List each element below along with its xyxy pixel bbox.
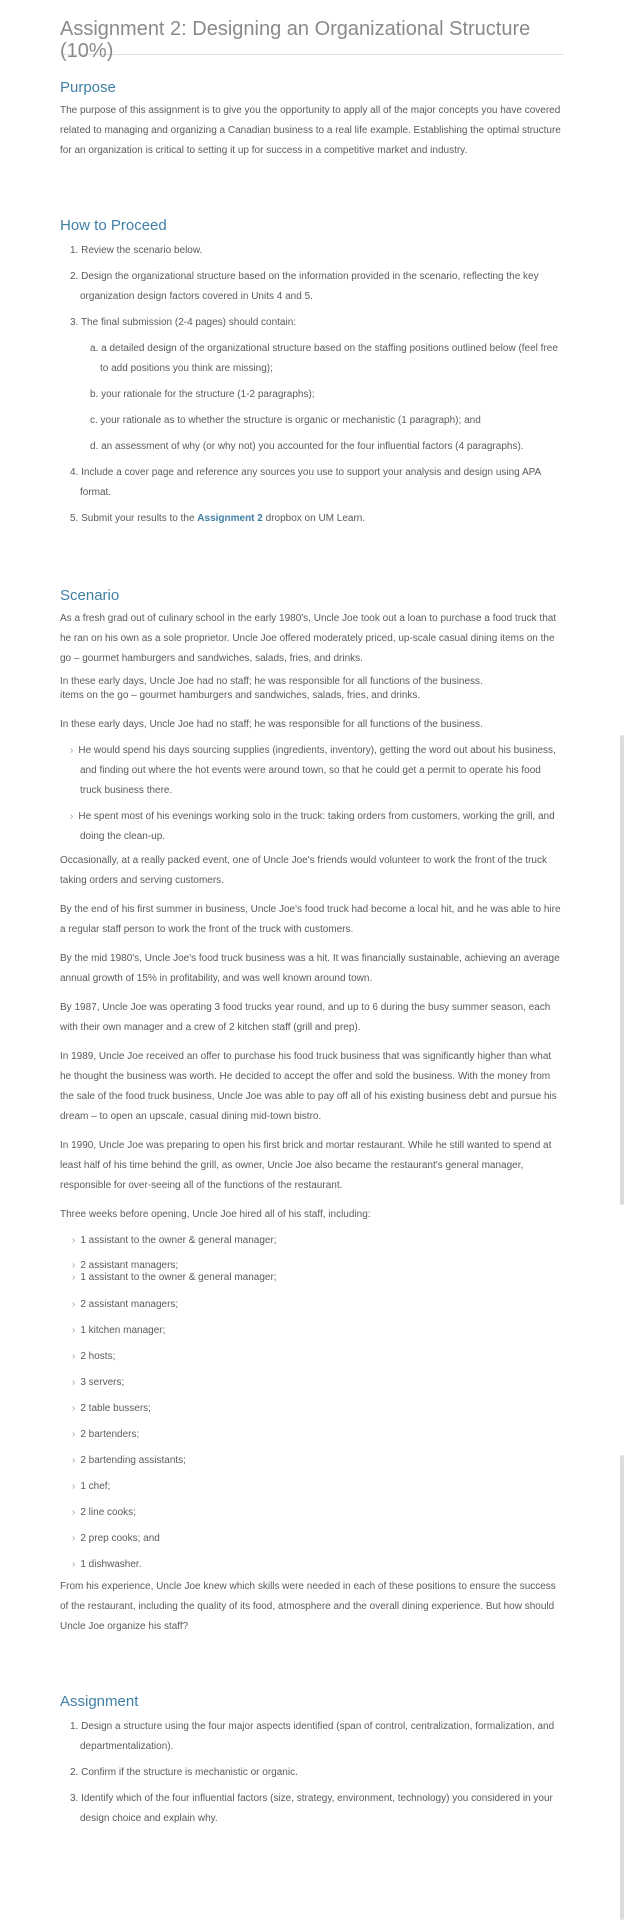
staff-item: › 3 servers; xyxy=(72,1377,125,1388)
assignment-2-dropbox-link[interactable]: Assignment 2 xyxy=(197,513,263,524)
assignment-item: 2. Confirm if the structure is mechanistic or organic. xyxy=(70,1767,298,1778)
scenario-paragraph: items on the go – gourmet hamburgers and sandwiches, salads, fries, and drinks. xyxy=(60,690,421,701)
staff-item: › 1 kitchen manager; xyxy=(72,1325,166,1336)
scenario-paragraph: By the end of his first summer in business, Uncle Joe's food truck had become a local hit, and he was able to hire a regular staff person to work the front of the truck with customers. xyxy=(60,904,561,935)
title-divider xyxy=(60,54,564,55)
chevron-right-icon: › xyxy=(72,1377,76,1388)
scenario-paragraph: From his experience, Uncle Joe knew which skills were needed in each of these positions to ensure the success of the restaurant, including the quality of its food, atmosphere and the overall dining experience. But how should Uncle Joe organize his staff? xyxy=(60,1581,556,1632)
purpose-section xyxy=(60,79,564,161)
staff-item: › 2 bartenders; xyxy=(72,1429,140,1440)
assignment-item: 3. Identify which of the four influential factors (size, strategy, environment, technology) you considered in your design choice and explain why. xyxy=(70,1793,553,1824)
scenario-bullets xyxy=(60,741,564,847)
staff-item: › 1 dishwasher. xyxy=(72,1559,142,1570)
staff-item: › 2 line cooks; xyxy=(72,1507,136,1518)
proceed-substep: d. an assessment of why (or why not) you accounted for the four influential factors (4 paragraphs). xyxy=(90,441,524,452)
submit-text-pre: 5. Submit your results to the xyxy=(70,513,198,524)
how-to-proceed-section xyxy=(60,217,564,529)
staff-item: › 1 assistant to the owner & general manager; xyxy=(72,1272,277,1283)
scenario-heading: Scenario xyxy=(60,587,120,604)
scenario-bullet-text: He spent most of his evenings working solo in the truck: taking orders from customers, working the grill, and doing the clean-up. xyxy=(78,811,555,842)
purpose-text: The purpose of this assignment is to give you the opportunity to apply all of the major concepts you have covered related to managing and organizing a Canadian business to a real life example. Establishing the optimal structure for an organization is critical to setting it up for success in a competitive market and industry. xyxy=(60,105,561,156)
chevron-right-icon: › xyxy=(72,1429,76,1440)
scenario-paragraph: In 1990, Uncle Joe was preparing to open his first brick and mortar restaurant. While he still wanted to spend at least half of his time behind the grill, as owner, Uncle Joe also became the restaurant's general manager, responsible for over-seeing all of the functions of the restaurant. xyxy=(60,1140,552,1191)
scenario-bullet-text: He would spend his days sourcing supplies (ingredients, inventory), getting the word out about his business, and finding out where the hot events were around town, so that he could get a permit to operate his food truck business there. xyxy=(78,745,556,796)
proceed-steps-final xyxy=(60,463,564,529)
proceed-substeps xyxy=(60,339,564,457)
staff-item: › 2 hosts; xyxy=(72,1351,116,1362)
scenario-paragraph: By 1987, Uncle Joe was operating 3 food trucks year round, and up to 6 during the busy summer season, each with their own manager and a crew of 2 kitchen staff (grill and prep). xyxy=(60,1002,551,1033)
chevron-right-icon: › xyxy=(72,1235,76,1246)
staff-item: › 2 prep cooks; and xyxy=(72,1533,160,1544)
scenario-paragraph: As a fresh grad out of culinary school in the early 1980's, Uncle Joe took out a loan to purchase a food truck that he ran on his own as a sole proprietor. Uncle Joe offered moderately priced, up-scale casual dining items on the go – gourmet hamburgers and sandwiches, salads, fries, and drinks. xyxy=(60,613,557,664)
proceed-substep: a. a detailed design of the organizational structure based on the staffing positions outlined below (feel free to add positions you think are missing); xyxy=(90,343,558,374)
scenario-section xyxy=(60,587,564,1637)
proceed-substep: b. your rationale for the structure (1-2 paragraphs); xyxy=(90,389,315,400)
staff-item: › 2 assistant managers; xyxy=(72,1299,179,1310)
scrollbar-thumb-lower[interactable] xyxy=(620,1455,624,1920)
scenario-bullet xyxy=(70,807,564,847)
staff-item: › 2 table bussers; xyxy=(72,1403,151,1414)
chevron-right-icon: › xyxy=(70,745,74,756)
staff-item: › 1 assistant to the owner & general manager; xyxy=(72,1235,277,1246)
assignment-items xyxy=(60,1717,564,1829)
proceed-step: 3. The final submission (2-4 pages) should contain: xyxy=(70,317,297,328)
scenario-paragraph: Occasionally, at a really packed event, one of Uncle Joe's friends would volunteer to work the front of the truck taking orders and serving customers. xyxy=(60,855,547,886)
chevron-right-icon: › xyxy=(72,1481,76,1492)
chevron-right-icon: › xyxy=(72,1559,76,1570)
scenario-bullet xyxy=(70,741,564,801)
chevron-right-icon: › xyxy=(72,1351,76,1362)
proceed-step: 4. Include a cover page and reference any sources you use to support your analysis and design using APA format. xyxy=(70,467,541,498)
chevron-right-icon: › xyxy=(72,1403,76,1414)
scenario-paragraph: In these early days, Uncle Joe had no staff; he was responsible for all functions of the business. xyxy=(60,719,483,730)
proceed-steps xyxy=(60,241,564,333)
chevron-right-icon: › xyxy=(72,1533,76,1544)
page-title: Assignment 2: Designing an Organizational Structure (10%) xyxy=(60,18,531,62)
scenario-paragraph: In 1989, Uncle Joe received an offer to purchase his food truck business that was significantly higher than what he thought the business was worth. He decided to accept the offer and sold the business. With the money from the sale of the food truck business, Uncle Joe was able to pay off all of his existing business debt and pursue his dream – to open an upscale, casual dining mid-town bistro. xyxy=(60,1051,557,1122)
chevron-right-icon: › xyxy=(72,1455,76,1466)
chevron-right-icon: › xyxy=(72,1507,76,1518)
chevron-right-icon: › xyxy=(70,811,74,822)
assignment-heading: Assignment xyxy=(60,1693,139,1710)
assignment-section xyxy=(60,1693,564,1829)
staff-item: › 1 chef; xyxy=(72,1481,111,1492)
how-to-proceed-heading: How to Proceed xyxy=(60,217,167,234)
scenario-paragraph: Three weeks before opening, Uncle Joe hired all of his staff, including: xyxy=(60,1209,371,1220)
proceed-step: 1. Review the scenario below. xyxy=(70,245,203,256)
staff-item: › 2 assistant managers; xyxy=(72,1260,179,1271)
proceed-step-submit xyxy=(70,509,564,529)
submit-text-post: dropbox on UM Learn. xyxy=(262,513,366,524)
chevron-right-icon: › xyxy=(72,1272,76,1283)
assignment-page xyxy=(60,0,564,1829)
chevron-right-icon: › xyxy=(72,1325,76,1336)
staff-list xyxy=(60,1234,564,1572)
scrollbar-thumb[interactable] xyxy=(620,735,624,1205)
proceed-step: 2. Design the organizational structure based on the information provided in the scenario, reflecting the key organization design factors covered in Units 4 and 5. xyxy=(70,271,539,302)
purpose-heading: Purpose xyxy=(60,79,116,96)
chevron-right-icon: › xyxy=(72,1260,76,1271)
assignment-item: 1. Design a structure using the four major aspects identified (span of control, centralization, formalization, and departmentalization). xyxy=(70,1721,555,1752)
chevron-right-icon: › xyxy=(72,1299,76,1310)
scenario-paragraph: By the mid 1980's, Uncle Joe's food truck business was a hit. It was financially sustainable, achieving an average annual growth of 15% in profitability, and was well known around town. xyxy=(60,953,560,984)
scenario-paragraph: In these early days, Uncle Joe had no staff; he was responsible for all functions of the business. xyxy=(60,676,483,687)
proceed-substep: c. your rationale as to whether the structure is organic or mechanistic (1 paragraph); and xyxy=(90,415,481,426)
staff-item: › 2 bartending assistants; xyxy=(72,1455,186,1466)
